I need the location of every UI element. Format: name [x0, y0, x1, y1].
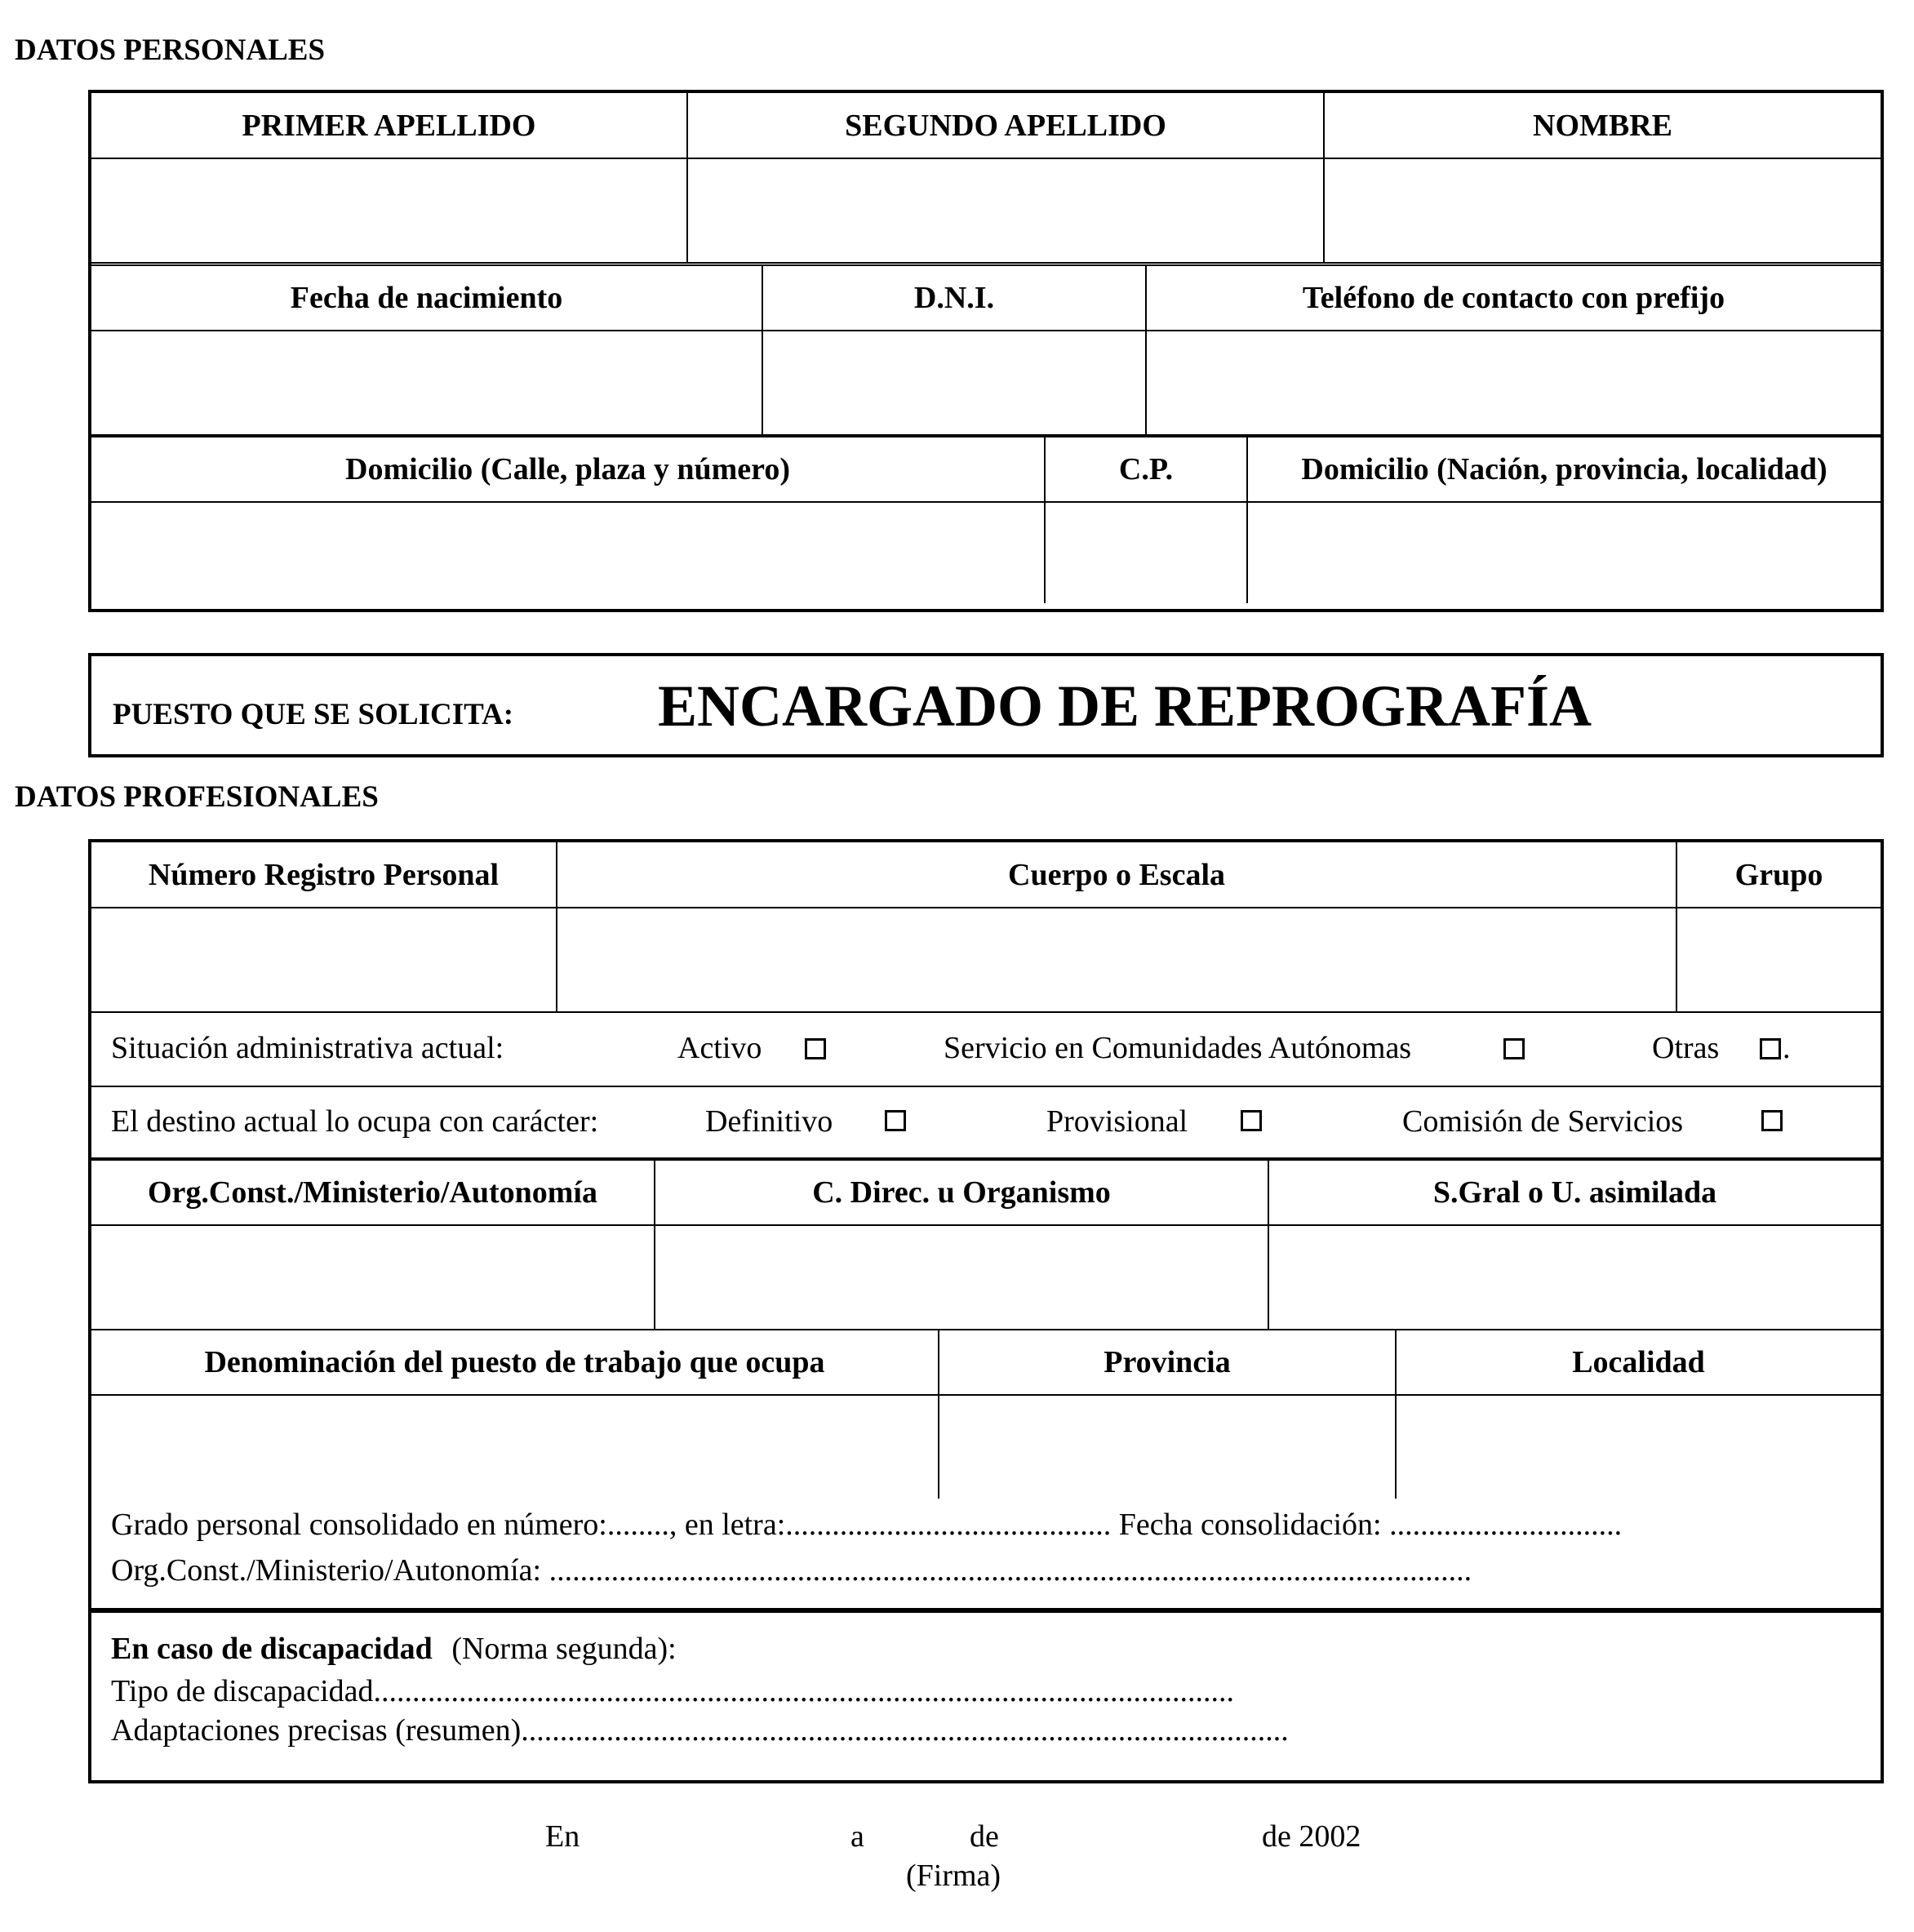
situacion-option-activo: Activo	[677, 1031, 762, 1065]
fecha-nacimiento-header: Fecha de nacimiento	[91, 265, 762, 331]
destino-label: El destino actual lo ocupa con carácter:	[111, 1104, 599, 1139]
segundo-apellido-header: SEGUNDO APELLIDO	[687, 93, 1324, 158]
situacion-row	[91, 1014, 1881, 1087]
otras-period: .	[1783, 1031, 1791, 1065]
discapacidad-title: En caso de discapacidad	[111, 1632, 433, 1666]
activo-checkbox[interactable]	[805, 1038, 826, 1059]
footer-a: a	[850, 1819, 864, 1854]
discapacidad-divider	[91, 1610, 1881, 1613]
primer-apellido-field[interactable]	[91, 158, 687, 263]
name-table	[91, 93, 1881, 264]
grado-row	[91, 1499, 1881, 1610]
s-gral-header: S.Gral o U. asimilada	[1268, 1160, 1881, 1225]
id-table	[91, 264, 1881, 436]
primer-apellido-header: PRIMER APELLIDO	[91, 93, 687, 158]
domicilio-calle-header: Domicilio (Calle, plaza y número)	[91, 437, 1045, 502]
destino-option-provisional: Provisional	[1046, 1104, 1188, 1139]
footer-en: En	[545, 1819, 580, 1854]
destino-row	[91, 1087, 1881, 1159]
domicilio-nacion-header: Domicilio (Nación, provincia, localidad)	[1247, 437, 1881, 502]
telefono-field[interactable]	[1146, 331, 1881, 435]
adaptaciones-line: Adaptaciones precisas (resumen)...................................................................................................	[111, 1713, 1289, 1748]
segundo-apellido-field[interactable]	[687, 158, 1324, 263]
telefono-header: Teléfono de contacto con prefijo	[1146, 265, 1881, 331]
situacion-label: Situación administrativa actual:	[111, 1031, 504, 1065]
numero-registro-header: Número Registro Personal	[91, 842, 557, 908]
address-table	[91, 436, 1881, 603]
grupo-header: Grupo	[1676, 842, 1881, 908]
discapacidad-norma: (Norma segunda):	[451, 1632, 677, 1666]
provincia-header: Provincia	[939, 1330, 1396, 1395]
discapacidad-heading	[111, 1631, 677, 1667]
situacion-option-comunidades: Servicio en Comunidades Autónomas	[944, 1031, 1412, 1065]
provisional-checkbox[interactable]	[1241, 1110, 1262, 1131]
professional-data-box	[88, 839, 1884, 1783]
localidad-field[interactable]	[1396, 1395, 1881, 1499]
dni-header: D.N.I.	[762, 265, 1146, 331]
footer-de: de	[970, 1819, 999, 1854]
nombre-field[interactable]	[1324, 158, 1881, 263]
provincia-field[interactable]	[939, 1395, 1396, 1499]
fecha-nacimiento-field[interactable]	[91, 331, 762, 435]
otras-checkbox[interactable]	[1760, 1038, 1781, 1059]
puesto-actual-table	[91, 1329, 1881, 1500]
localidad-header: Localidad	[1396, 1330, 1881, 1395]
cp-field[interactable]	[1045, 502, 1247, 603]
destino-option-definitivo: Definitivo	[705, 1104, 833, 1139]
org-const-header: Org.Const./Ministerio/Autonomía	[91, 1160, 655, 1225]
cuerpo-escala-header: Cuerpo o Escala	[557, 842, 1676, 908]
comision-checkbox[interactable]	[1761, 1110, 1783, 1131]
footer-firma: (Firma)	[906, 1859, 1001, 1893]
definitivo-checkbox[interactable]	[885, 1110, 906, 1131]
situacion-option-otras: Otras	[1652, 1031, 1720, 1065]
org-const-field[interactable]	[91, 1225, 655, 1330]
org-line: Org.Const./Ministerio/Autonomía: .......................................................................................................................	[111, 1553, 1472, 1588]
cp-header: C.P.	[1045, 437, 1247, 502]
footer-year: de 2002	[1262, 1819, 1361, 1854]
cuerpo-escala-field[interactable]	[557, 908, 1676, 1012]
grupo-field[interactable]	[1676, 908, 1881, 1012]
personal-data-box	[88, 90, 1884, 612]
puesto-label: PUESTO QUE SE SOLICITA:	[113, 698, 514, 731]
s-gral-field[interactable]	[1268, 1225, 1881, 1330]
denominacion-header: Denominación del puesto de trabajo que ocupa	[91, 1330, 939, 1395]
denominacion-field[interactable]	[91, 1395, 939, 1499]
grado-line: Grado personal consolidado en número:........, en letra:.......................................... Fecha consolidación: ..............................	[111, 1508, 1623, 1542]
nombre-header: NOMBRE	[1324, 93, 1881, 158]
tipo-discapacidad-line: Tipo de discapacidad...............................................................................................................	[111, 1674, 1235, 1708]
domicilio-nacion-field[interactable]	[1247, 502, 1881, 603]
domicilio-calle-field[interactable]	[91, 502, 1045, 603]
numero-registro-field[interactable]	[91, 908, 557, 1012]
c-direc-header: C. Direc. u Organismo	[655, 1160, 1268, 1225]
professional-section-title: DATOS PROFESIONALES	[15, 780, 379, 814]
registro-table	[91, 842, 1881, 1013]
dni-field[interactable]	[762, 331, 1146, 435]
puesto-box	[88, 653, 1884, 757]
destino-option-comision: Comisión de Servicios	[1402, 1104, 1684, 1139]
c-direc-field[interactable]	[655, 1225, 1268, 1330]
personal-section-title: DATOS PERSONALES	[15, 33, 326, 67]
comunidades-checkbox[interactable]	[1503, 1038, 1525, 1059]
puesto-value: ENCARGADO DE REPROGRAFÍA	[658, 673, 1592, 739]
organismo-table	[91, 1159, 1881, 1330]
